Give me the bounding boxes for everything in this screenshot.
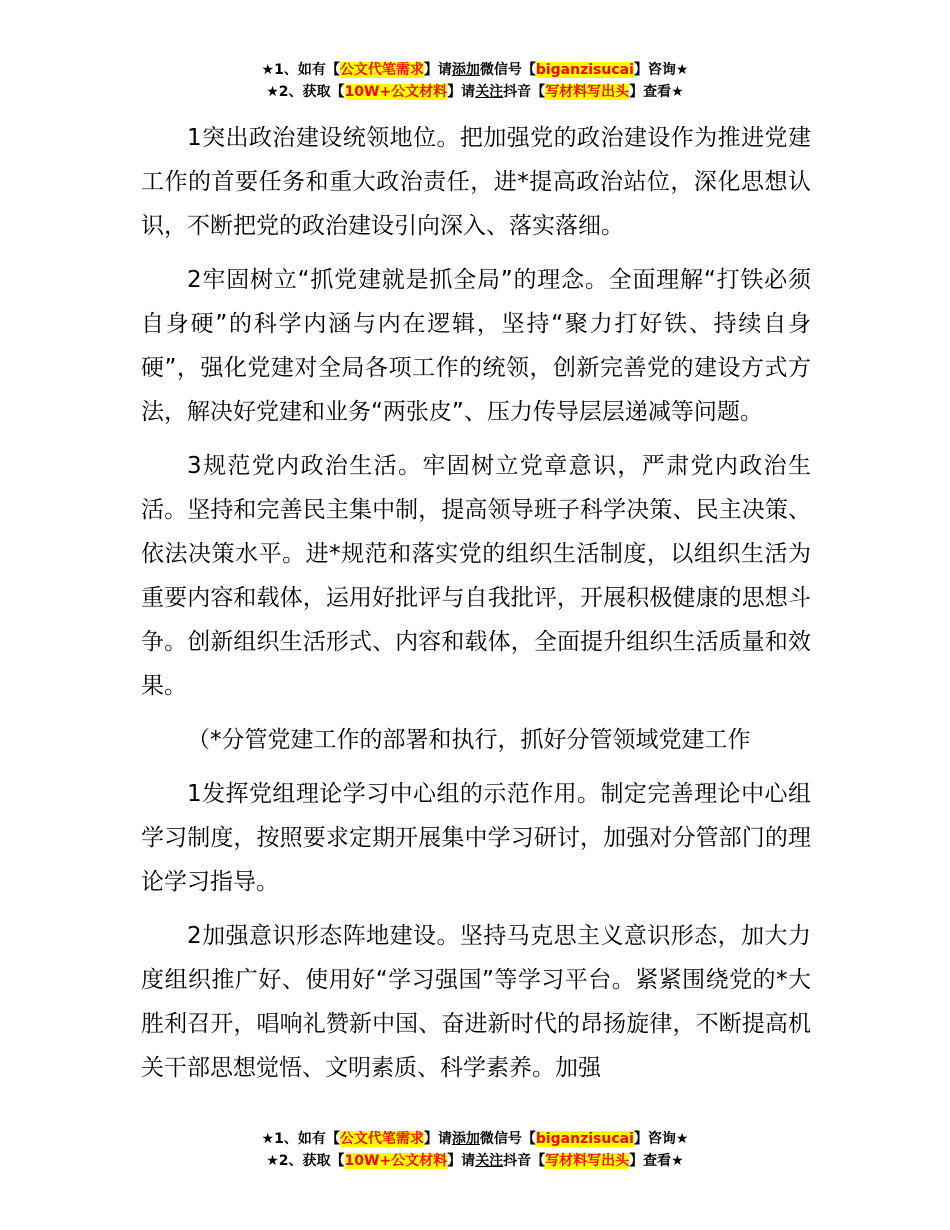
paragraph: 2牢固树立“抓党建就是抓全局”的理念。全面理解“打铁必须自身硬”的科学内涵与内在逻辑，坚持“聚力打好铁、持续自身硬”，强化党建对全局各项工作的统领，创新完善党的建设方式方法，解决好党建和业务“两张皮”、压力传导层层递减等问题。 bbox=[141, 267, 811, 425]
highlight-douyin: 写材料写出头 bbox=[545, 1153, 630, 1169]
banner-text: 抖音【 bbox=[503, 1153, 546, 1169]
banner-line-2 bbox=[0, 1150, 950, 1172]
banner-text: 微信号【 bbox=[479, 62, 536, 78]
underlined-text: 关注 bbox=[475, 84, 504, 100]
banner-text: ★1、如有【 bbox=[261, 62, 340, 78]
highlight-service: 公文代笔需求 bbox=[339, 62, 424, 78]
banner-line-1 bbox=[0, 1128, 950, 1150]
highlight-douyin: 写材料写出头 bbox=[545, 84, 630, 100]
highlight-materials: 10W+公文材料 bbox=[344, 84, 448, 100]
underlined-text: 添加 bbox=[451, 1131, 480, 1147]
banner-text: 】请 bbox=[447, 84, 476, 100]
banner-text: 】查看★ bbox=[629, 1153, 684, 1169]
banner-text: 】请 bbox=[423, 62, 452, 78]
header-banner bbox=[0, 59, 950, 103]
banner-text: 】请 bbox=[423, 1131, 452, 1147]
banner-line-2 bbox=[0, 81, 950, 103]
banner-text: ★1、如有【 bbox=[261, 1131, 340, 1147]
banner-line-1 bbox=[0, 59, 950, 81]
paragraph: 1突出政治建设统领地位。把加强党的政治建设作为推进党建工作的首要任务和重大政治责任，进*提高政治站位，深化思想认识，不断把党的政治建设引向深入、落实落细。 bbox=[141, 125, 811, 239]
banner-text: 微信号【 bbox=[479, 1131, 536, 1147]
highlight-materials: 10W+公文材料 bbox=[344, 1153, 448, 1169]
paragraph: 1发挥党组理论学习中心组的示范作用。制定完善理论中心组学习制度，按照要求定期开展集中学习研讨，加强对分管部门的理论学习指导。 bbox=[141, 781, 811, 895]
banner-text: 】咨询★ bbox=[633, 62, 689, 78]
paragraph: 3规范党内政治生活。牢固树立党章意识，严肃党内政治生活。坚持和完善民主集中制，提高领导班子科学决策、民主决策、依法决策水平。进*规范和落实党的组织生活制度，以组织生活为重要内容和载体，运用好批评与自我批评，开展积极健康的思想斗争。创新组织生活形式、内容和载体，全面提升组织生活质量和效果。 bbox=[141, 453, 811, 699]
banner-text: ★2、获取【 bbox=[266, 1153, 345, 1169]
underlined-text: 关注 bbox=[475, 1153, 504, 1169]
document-body bbox=[141, 116, 811, 1100]
underlined-text: 添加 bbox=[451, 62, 480, 78]
banner-text: 】请 bbox=[447, 1153, 476, 1169]
banner-text: ★2、获取【 bbox=[266, 84, 345, 100]
banner-text: 】咨询★ bbox=[633, 1131, 689, 1147]
banner-text: 抖音【 bbox=[503, 84, 546, 100]
highlight-wechat-id: biganzisucai bbox=[535, 62, 634, 78]
banner-text: 】查看★ bbox=[629, 84, 684, 100]
section-heading: （*分管党建工作的部署和执行，抓好分管领域党建工作 bbox=[187, 727, 751, 753]
paragraph: 2加强意识形态阵地建设。坚持马克思主义意识形态，加大力度组织推广好、使用好“学习强国”等学习平台。紧紧围绕党的*大胜利召开，唱响礼赞新中国、奋进新时代的昂扬旋律，不断提高机关干部思想觉悟、文明素质、科学素养。加强 bbox=[141, 923, 811, 1081]
footer-banner bbox=[0, 1128, 950, 1172]
highlight-service: 公文代笔需求 bbox=[339, 1131, 424, 1147]
highlight-wechat-id: biganzisucai bbox=[535, 1131, 634, 1147]
